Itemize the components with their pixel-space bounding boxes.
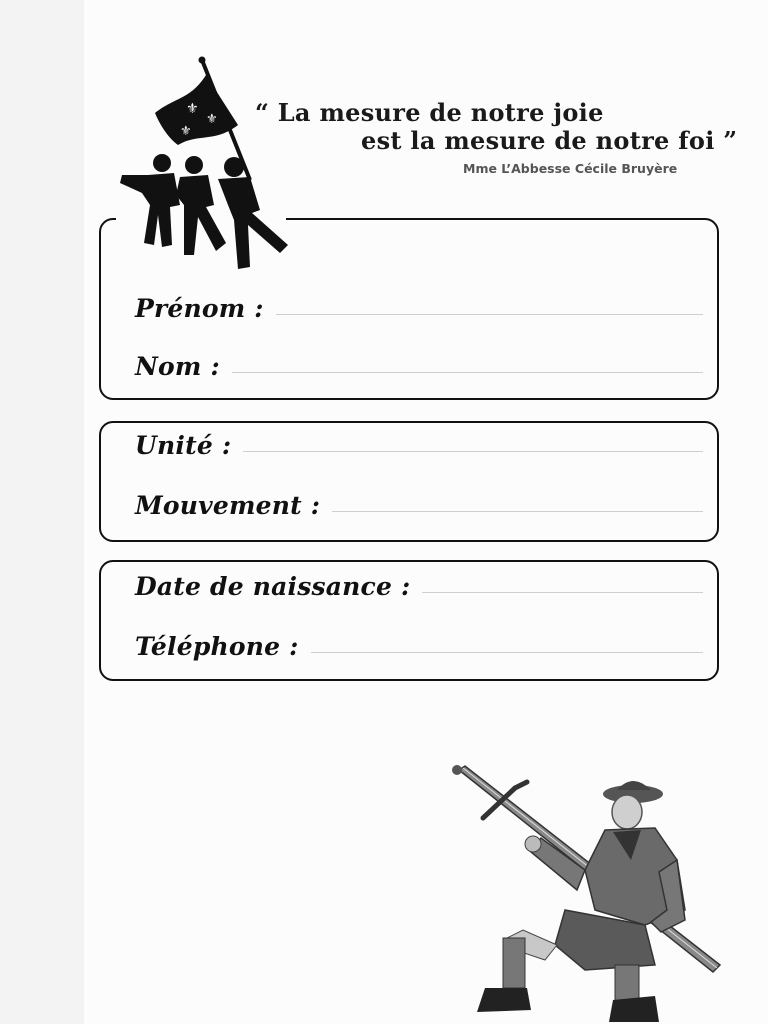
movement-label: Mouvement : bbox=[135, 491, 321, 520]
last-name-line[interactable] bbox=[232, 372, 703, 373]
svg-text:⚜: ⚜ bbox=[186, 101, 199, 117]
flag-bearers-illustration bbox=[110, 55, 300, 280]
scout-with-sword-illustration bbox=[445, 760, 730, 1024]
svg-text:⚜: ⚜ bbox=[206, 112, 218, 127]
contact-box bbox=[99, 560, 719, 681]
phone-field[interactable] bbox=[135, 632, 703, 661]
quote-author: Mme L’Abbesse Cécile Bruyère bbox=[463, 161, 678, 176]
first-name-field[interactable] bbox=[135, 294, 703, 323]
birth-date-line[interactable] bbox=[422, 592, 703, 593]
first-name-line[interactable] bbox=[276, 314, 703, 315]
last-name-label: Nom : bbox=[135, 352, 220, 381]
first-name-label: Prénom : bbox=[135, 294, 264, 323]
birth-date-label: Date de naissance : bbox=[135, 572, 411, 601]
birth-date-field[interactable] bbox=[135, 572, 703, 601]
movement-field[interactable] bbox=[135, 491, 703, 520]
phone-line[interactable] bbox=[311, 652, 703, 653]
unit-field[interactable] bbox=[135, 431, 703, 460]
phone-label: Téléphone : bbox=[135, 632, 299, 661]
movement-line[interactable] bbox=[332, 511, 703, 512]
quote-line-2: est la mesure de notre foi ” bbox=[361, 126, 738, 155]
unit-label: Unité : bbox=[135, 431, 232, 460]
quote-line-1: “ La mesure de notre joie bbox=[255, 98, 604, 127]
unit-box bbox=[99, 421, 719, 542]
last-name-field[interactable] bbox=[135, 352, 703, 381]
svg-text:⚜: ⚜ bbox=[180, 124, 192, 139]
unit-line[interactable] bbox=[243, 451, 703, 452]
